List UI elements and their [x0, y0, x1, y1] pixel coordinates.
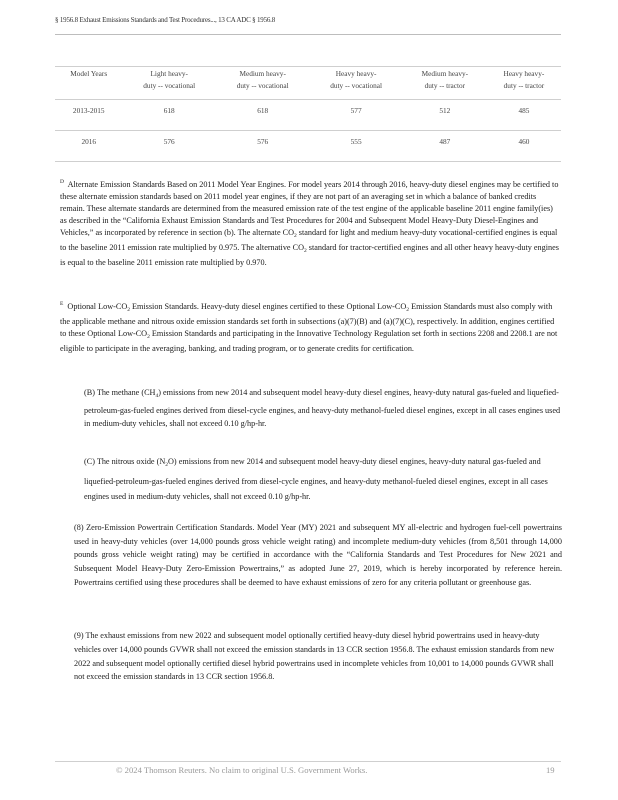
column-header-line1: Medium heavy-	[421, 69, 469, 78]
table-cell: 576	[122, 131, 215, 162]
table-cell: 2013-2015	[55, 100, 122, 131]
column-header	[216, 67, 309, 100]
column-header-line2: duty -- tractor	[503, 81, 545, 90]
table-cell: 485	[487, 100, 561, 131]
table-cell: 555	[309, 131, 402, 162]
table-cell: 576	[216, 131, 309, 162]
subscript: 2	[303, 248, 307, 254]
column-header-line1: Light heavy-	[150, 69, 188, 78]
footer-divider	[55, 761, 561, 762]
page-number: 19	[546, 765, 555, 775]
footnote-e-paragraph	[60, 298, 560, 355]
column-header	[403, 67, 487, 100]
paragraph-text: (B) The methane (CH	[84, 388, 156, 397]
paragraph-text: Emission Standards must also comply with the applicable methane and nitrous oxide emission standards set forth in subsections (a)(7)(B) and (a)(7)(C), respectively. In addition, engines certified to these Optional Low-CO	[60, 302, 555, 338]
column-header-line2: duty -- vocational	[236, 81, 289, 90]
table-cell: 618	[216, 100, 309, 131]
column-header-line1: Medium heavy-	[239, 69, 286, 78]
column-header-line2: duty -- vocational	[330, 81, 383, 90]
table-cell: 577	[309, 100, 402, 131]
table-cell: 512	[403, 100, 487, 131]
subscript: 2	[147, 334, 150, 340]
column-header-line1: Heavy heavy-	[335, 69, 377, 78]
column-header	[487, 67, 561, 100]
paragraph-text: standard for tractor-certified engines and all other heavy heavy-duty engines is equal to the baseline 2011 emission rate multiplied by 0.970.	[60, 243, 559, 267]
paragraph-text: Emission Standards. Heavy-duty diesel engines certified to these Optional Low-CO	[129, 302, 407, 311]
paragraph-text: Optional Low-CO	[65, 302, 128, 311]
column-header-line2: duty -- vocational	[143, 81, 196, 90]
footnote-marker: D	[60, 179, 64, 185]
column-header-line1: Heavy heavy-	[503, 69, 545, 78]
nitrous-oxide-standard-paragraph	[84, 454, 562, 505]
paragraph-text: Alternate Emission Standards Based on 2011 Model Year Engines. For model years 2014 through 2016, heavy-duty diesel engines may be certified to these alternate emission standards based on 2011 model year engines, if they are not part of an averaging set in which a balance of banked credits remain. These alternate standards are determined from the measured emission rate of the test engine of the applicable baseline 2011 engine family(ies) as described in the “California Exhaust Emission Standards and Test Procedures for 2004 and Subsequent Model Heavy-Duty Diesel-Engines and Vehicles,” as incorporated by reference in section (b). The alternate CO	[60, 180, 559, 237]
footnote-d-paragraph	[60, 176, 560, 269]
column-header-line2: duty -- tractor	[424, 81, 466, 90]
table-cell: 2016	[55, 131, 122, 162]
subscript: 2	[406, 307, 410, 313]
column-header-line1: Model Years	[70, 69, 108, 78]
copyright-notice: © 2024 Thomson Reuters. No claim to original U.S. Government Works.	[116, 765, 368, 775]
subscript: 2	[294, 233, 297, 239]
table-row	[55, 100, 561, 131]
emission-standards-table	[55, 66, 561, 162]
table-row	[55, 131, 561, 162]
subscript: 2	[165, 462, 169, 468]
table-cell: 460	[487, 131, 561, 162]
table-cell: 618	[122, 100, 215, 131]
table-header-row	[55, 67, 561, 100]
column-header	[309, 67, 402, 100]
methane-standard-paragraph	[84, 386, 562, 431]
footnote-marker: E	[60, 301, 64, 307]
table-cell: 487	[403, 131, 487, 162]
paragraph-text: O) emissions from new 2014 and subsequent model heavy-duty diesel engines, heavy-duty natural gas-fueled and liquefied-petroleum-gas-fueled engines derived from diesel-cycle engines, and heavy-duty methanol-fueled diesel engines, except in all cases engines used in medium-duty vehicles, shall not exceed 0.10 g/hp-hr.	[84, 457, 548, 501]
paragraph-text: (C) The nitrous oxide (N	[84, 457, 166, 466]
paragraph-text: ) emissions from new 2014 and subsequent model heavy-duty diesel engines, heavy-duty natural gas-fueled and liquefied-petroleum-gas-fueled engines derived from diesel-cycle engines, and heavy-duty methanol-fueled diesel engines, except in all cases engines used in medium-duty vehicles, shall not exceed 0.10 g/hp-hr.	[84, 388, 561, 429]
running-head: § 1956.8 Exhaust Emissions Standards and Test Procedures..., 13 CA ADC § 1956.8	[55, 16, 276, 24]
subscript: 4	[155, 393, 159, 399]
hybrid-powertrain-paragraph: (9) The exhaust emissions from new 2022 and subsequent model optionally certified heavy-duty diesel hybrid powertrains used in heavy-duty vehicles over 14,000 pounds GVWR shall not exceed the emission standards in 13 CCR section 1956.8. The exhaust emission standards from new 2022 and subsequent model optionally certified diesel hybrid powertrains used in incomplete vehicles from 10,001 to 14,000 pounds GVWR shall not exceed the emission standards in 13 CCR section 1956.8.	[74, 631, 555, 682]
paragraph-text: standard for light and medium heavy-duty vocational-certified engines is equal to the baseline 2011 emission rate multiplied by 0.975. The alternative CO	[60, 228, 558, 252]
header-divider	[55, 34, 561, 35]
zero-emission-paragraph: (8) Zero-Emission Powertrain Certification Standards. Model Year (MY) 2021 and subsequent MY all-electric and hydrogen fuel-cell powertrains used in heavy-duty vehicles (over 14,000 pounds gross vehicle weight rating) and incomplete medium-duty vehicles (from 8,501 through 14,000 pounds gross vehicle weight rating) may be certified in accordance with the “California Standards and Test Procedures for New 2021 and Subsequent Model Heavy-Duty Zero-Emission Powertrains,” as adopted June 27, 2019, which is hereby incorporated by reference herein. Powertrains certified using these procedures shall be deemed to have exhaust emissions of zero for any criteria pollutant or greenhouse gas.	[74, 523, 562, 587]
column-header	[122, 67, 215, 100]
subscript: 2	[127, 307, 130, 313]
paragraph-text: Emission Standards and participating in the Innovative Technology Regulation set forth in sections 2208 and 2208.1 are not eligible to participate in the averaging, banking, and trading program, or to generate credits for certification.	[60, 329, 558, 353]
column-header	[55, 67, 122, 100]
